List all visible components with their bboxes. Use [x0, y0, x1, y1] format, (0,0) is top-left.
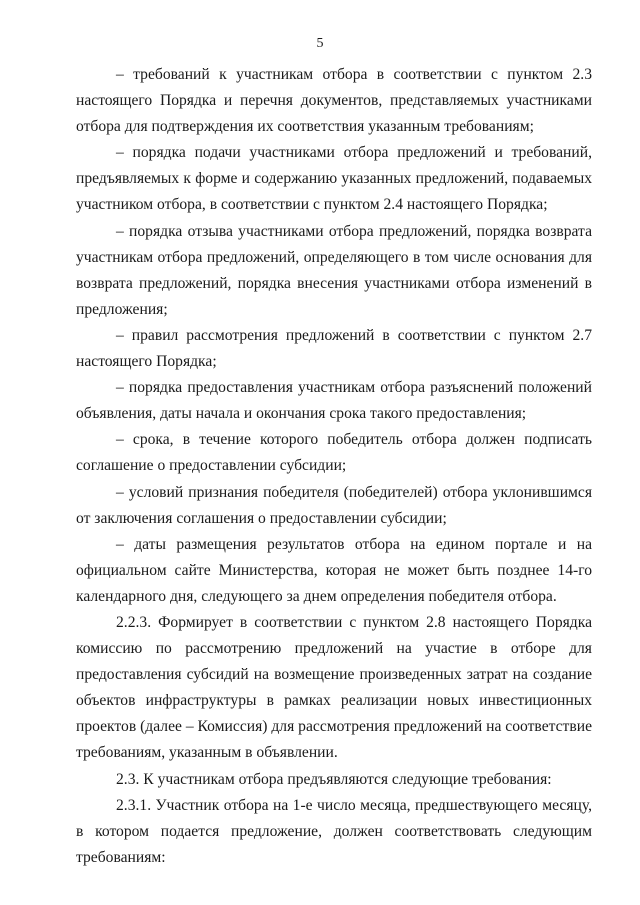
- paragraph-signing-deadline-list-item: – срока, в течение которого победитель отбора должен подписать соглашение о предоставлении субсидии;: [76, 431, 592, 475]
- paragraph-submission-order-list-item: – порядка подачи участниками отбора предложений и требований, предъявляемых к форме и содержанию указанных предложений, подаваемых участником отбора, в соответствии с пунктом 2.4 настоящего Порядка;: [76, 144, 592, 214]
- page-number: 5: [316, 36, 324, 51]
- paragraph-results-publication-list-item: – даты размещения результатов отбора на едином портале и на официальном сайте Министерства, которая не может быть позднее 14-го календарного дня, следующего за днем определения победителя отбора.: [76, 535, 592, 605]
- paragraph-section-2-2-3: 2.2.3. Формирует в соответствии с пунктом 2.8 настоящего Порядка комиссию по рассмотрению предложений на участие в отборе для предоставления субсидий на возмещение произведенных затрат на создание объектов инфраструктуры в рамках реализации новых инвестиционных проектов (далее – Комиссия) для рассмотрения предложений на соответствие требованиям, указанным в объявлении.: [76, 613, 592, 762]
- document-body: [76, 62, 592, 871]
- paragraph-section-2-3: 2.3. К участникам отбора предъявляются следующие требования:: [116, 770, 552, 788]
- paragraph-section-2-3-1: 2.3.1. Участник отбора на 1-е число месяца, предшествующего месяцу, в котором подается предложение, должен соответствовать следующим требованиям:: [76, 796, 592, 866]
- paragraph-evasion-conditions-list-item: – условий признания победителя (победителей) отбора уклонившимся от заключения соглашения о предоставлении субсидии;: [76, 483, 592, 527]
- paragraph-review-rules-list-item: – правил рассмотрения предложений в соответствии с пунктом 2.7 настоящего Порядка;: [76, 326, 592, 371]
- paragraph-clarification-order-list-item: – порядка предоставления участникам отбора разъяснений положений объявления, даты начала и окончания срока такого предоставления;: [76, 379, 592, 423]
- paragraph-requirements-list-item: – требований к участникам отбора в соответствии с пунктом 2.3 настоящего Порядка и перечня документов, представляемых участниками отбора для подтверждения их соответствия указанным требованиям;: [76, 66, 592, 136]
- paragraph-withdrawal-order-list-item: – порядка отзыва участниками отбора предложений, порядка возврата участникам отбора предложений, определяющего в том числе основания для возврата предложений, порядка внесения участниками отбора изменений в предложения;: [76, 222, 592, 318]
